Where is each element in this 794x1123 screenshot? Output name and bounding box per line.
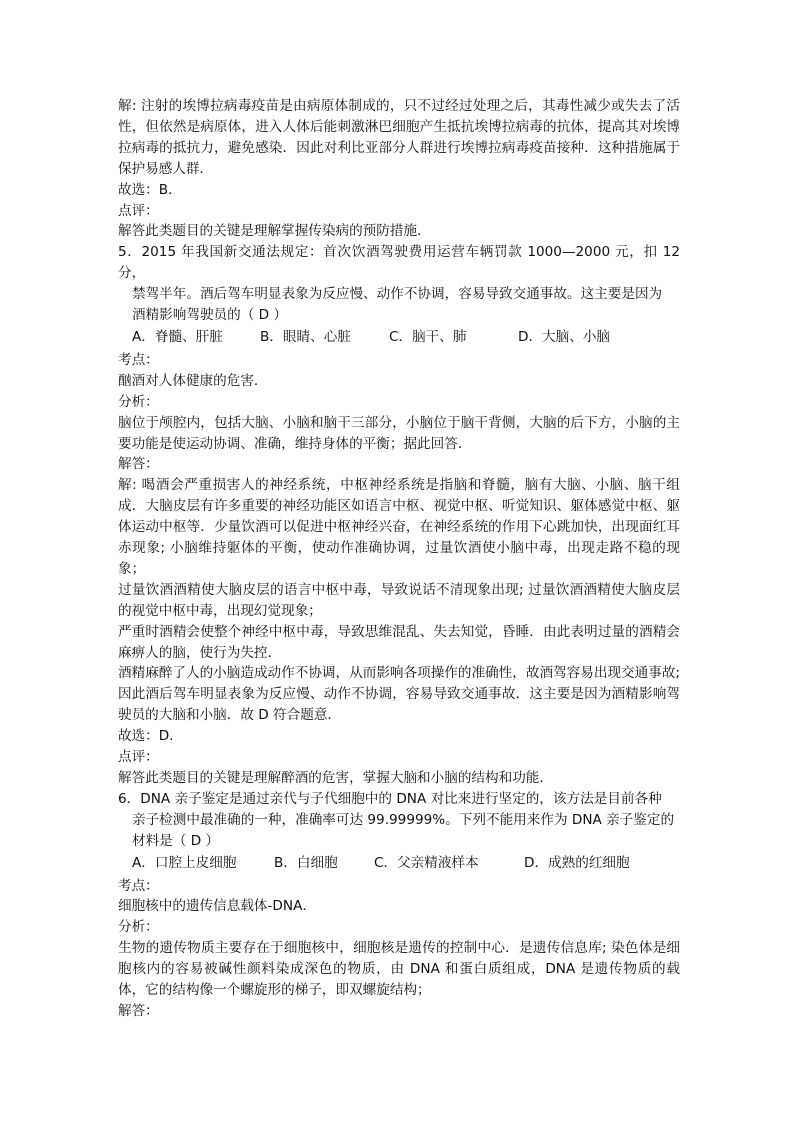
q4-comment-label: 点评： — [118, 202, 159, 219]
q5-explanation-p3: 严重时酒精会使整个神经中枢中毒，导致思维混乱、失去知觉，昏睡．由此表明过量的酒精会麻痹人的脑，使行为失控． — [118, 623, 680, 661]
q5-answer: 故选：D． — [118, 728, 183, 745]
q5-fenxi-label: 分析： — [118, 393, 159, 410]
q6-stem-line3: 材料是（ D ） — [132, 832, 220, 849]
q5-options — [118, 327, 680, 348]
q5-kaodian-label: 考点： — [118, 351, 159, 368]
q6-options — [118, 853, 680, 874]
q6-option-a: A．口腔上皮细胞 — [132, 854, 237, 871]
document-body — [118, 96, 680, 1022]
q5-stem-line1: 5．2015 年我国新交通法规定：首次饮酒驾驶费用运营车辆罚款 1000—2000 元，扣 12 分， — [118, 244, 680, 282]
q5-stem-line2: 禁驾半年。酒后驾车明显表象为反应慢、动作不协调，容易导致交通事故。这主要是因为 — [132, 286, 663, 303]
q5-explanation-p1: 解: 喝酒会严重损害人的神经系统，中枢神经系统是指脑和脊髓，脑有大脑、小脑、脑干组成．大脑皮层有许多重要的神经功能区如语言中枢、视觉中枢、听觉知识、躯体感觉中枢、躯体运动中枢等．少量饮酒可以促进中枢神经兴奋，在神经系统的作用下心跳加快，出现面红耳赤现象; 小脑维持躯体的平衡，使动作准确协调，过量饮酒使小脑中毒，出现走路不稳的现象； — [118, 477, 680, 577]
q5-jieda-label: 解答： — [118, 456, 159, 473]
q5-option-d: D．大脑、小脑 — [518, 328, 611, 345]
q5-comment-text: 解答此类题目的关键是理解醉酒的危害，掌握大脑和小脑的结构和功能． — [118, 770, 553, 786]
q6-kaodian-label: 考点： — [118, 877, 159, 894]
q5-option-a: A．脊髓、肝脏 — [132, 328, 223, 345]
q4-comment-text: 解答此类题目的关键是理解掌握传染病的预防措施． — [118, 223, 431, 240]
q6-kaodian-text: 细胞核中的遗传信息载体-DNA． — [118, 898, 316, 915]
q6-fenxi-label: 分析： — [118, 919, 159, 936]
q5-option-c: C．脑干、肺 — [389, 328, 467, 345]
q6-jieda-label: 解答： — [118, 1002, 159, 1019]
q4-explanation: 解: 注射的埃博拉病毒疫苗是由病原体制成的，只不过经过处理之后，其毒性减少或失去了活性，但依然是病原体，进入人体后能刺激淋巴细胞产生抵抗埃博拉病毒的抗体，提高其对埃博拉病毒的抵抗力，避免感染．因此对利比亚部分人群进行埃博拉病毒疫苗接种．这种措施属于保护易感人群． — [118, 98, 680, 177]
q5-fenxi-text: 脑位于颅腔内，包括大脑、小脑和脑干三部分，小脑位于脑干背侧，大脑的后下方，小脑的主要功能是使运动协调、准确，维持身体的平衡；据此回答． — [118, 414, 680, 452]
q5-option-b: B．眼睛、心脏 — [260, 328, 351, 345]
q6-option-b: B．白细胞 — [274, 854, 338, 871]
q6-option-d: D．成熟的红细胞 — [524, 854, 630, 871]
q6-stem-line1: 6．DNA 亲子鉴定是通过亲代与子代细胞中的 DNA 对比来进行坚定的，该方法是目前各种 — [118, 790, 662, 807]
q5-comment-label: 点评： — [118, 749, 159, 766]
q5-explanation-p2: 过量饮酒酒精使大脑皮层的语言中枢中毒，导致说话不清现象出现; 过量饮酒酒精使大脑皮层的视觉中枢中毒，出现幻觉现象； — [118, 581, 680, 619]
q5-kaodian-text: 酗酒对人体健康的危害． — [118, 372, 268, 389]
q5-explanation-p4: 酒精麻醉了人的小脑造成动作不协调，从而影响各项操作的准确性，故酒驾容易出现交通事故; 因此酒后驾车明显表象为反应慢、动作不协调，容易导致交通事故．这主要是因为酒精影响驾驶员的大脑和小脑．故 D 符合题意． — [118, 665, 680, 724]
q4-answer: 故选：B． — [118, 181, 182, 198]
q6-stem-line2: 亲子检测中最准确的一种，准确率可达 99.99999%。下列不能用来作为 DNA 亲子鉴定的 — [132, 811, 675, 828]
q5-stem-line3: 酒精影响驾驶员的（ D ） — [132, 307, 288, 324]
q6-option-c: C．父亲精液样本 — [374, 854, 479, 871]
q6-fenxi-text: 生物的遗传物质主要存在于细胞核中，细胞核是遗传的控制中心．是遗传信息库; 染色体是细胞核内的容易被碱性颜料染成深色的物质，由 DNA 和蛋白质组成，DNA 是遗传物质的载体，它的结构像一个螺旋形的梯子，即双螺旋结构； — [118, 940, 680, 999]
